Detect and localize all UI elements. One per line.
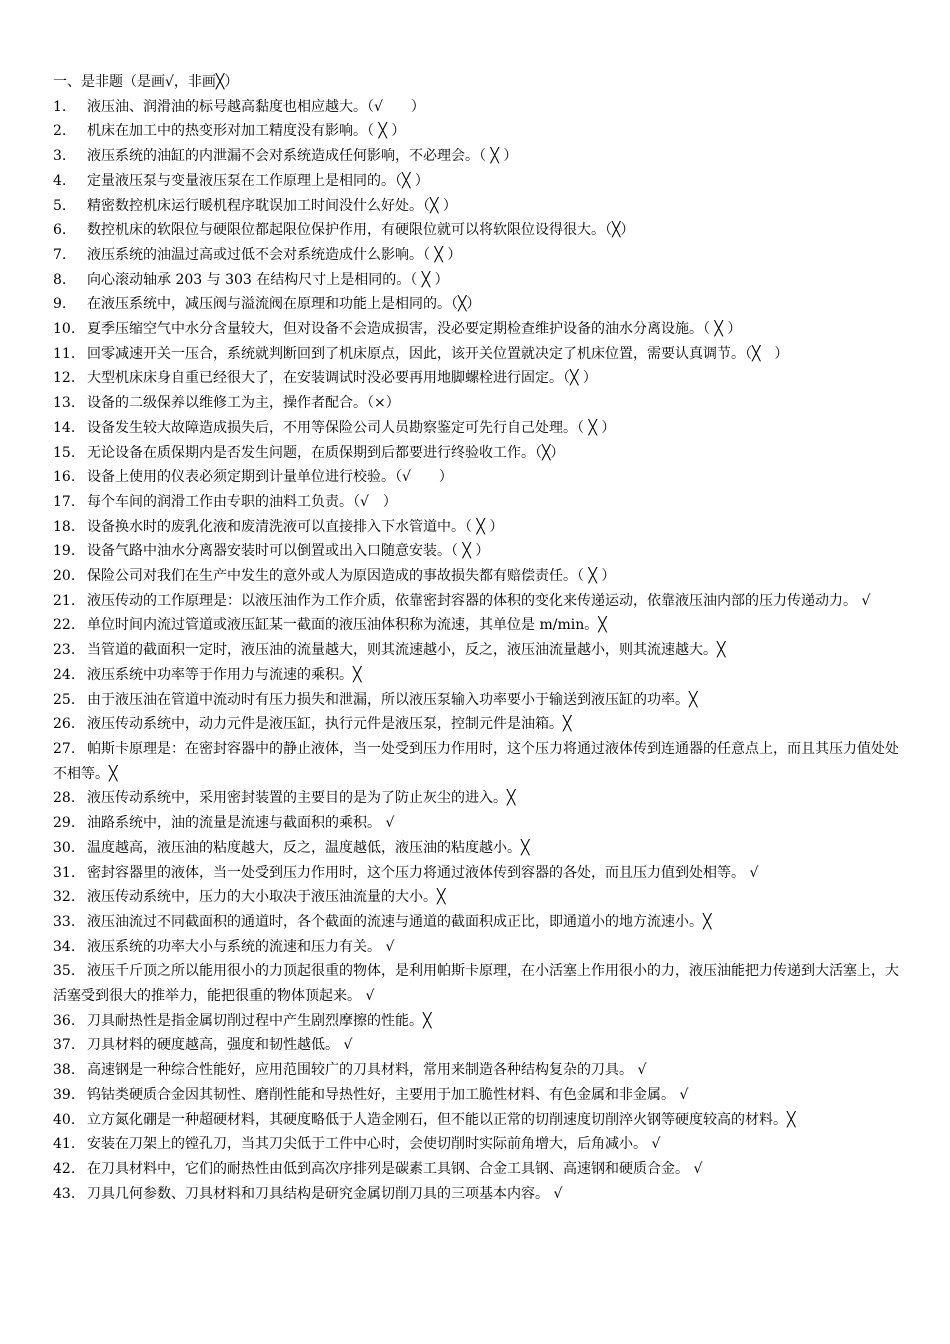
question-text: 液压油流过不同截面积的通道时，各个截面的流速与通道的截面积成正比，即通道小的地方流速小。╳ <box>87 913 712 930</box>
question-item <box>53 366 899 391</box>
question-text: 夏季压缩空气中水分含量较大，但对设备不会造成损害，没必要定期检查维护设备的油水分离设施。（ ╳ ） <box>87 321 742 338</box>
question-text: 定量液压泵与变量液压泵在工作原理上是相同的。（╳ ） <box>87 172 429 189</box>
question-number: 29. <box>53 815 76 832</box>
question-text: 单位时间内流过管道或液压缸某一截面的液压油体积称为流速，其单位是 m/min。╳ <box>87 617 607 634</box>
question-text: 刀具材料的硬度越高，强度和韧性越低。 √ <box>87 1037 353 1054</box>
question-list <box>53 70 899 1206</box>
question-text: 每个车间的润滑工作由专职的油料工负责。（√ ） <box>87 493 397 510</box>
question-number: 3. <box>53 148 67 165</box>
question-text: 液压千斤顶之所以能用很小的力顶起很重的物体，是利用帕斯卡原理，在小活塞上作用很小的力，液压油能把力传递到大活塞上，大活塞受到很大的推举力，能把很重的物体顶起来。 √ <box>53 963 899 1005</box>
question-text: 大型机床床身自重已经很大了，在安装调试时没必要再用地脚螺栓进行固定。（╳ ） <box>87 370 597 387</box>
question-number: 43. <box>53 1185 76 1202</box>
question-item <box>53 243 899 268</box>
question-item <box>53 194 899 219</box>
question-text: 由于液压油在管道中流动时有压力损失和泄漏，所以液压泵输入功率要小于输送到液压缸的功率。╳ <box>87 691 698 708</box>
question-number: 20. <box>53 568 76 585</box>
question-number: 1. <box>53 98 67 115</box>
question-text: 温度越高，液压油的粘度越大，反之，温度越低，液压油的粘度越小。╳ <box>87 839 530 856</box>
question-text: 向心滚动轴承 203 与 303 在结构尺寸上是相同的。（ ╳ ） <box>87 271 449 288</box>
question-number: 21. <box>53 592 76 609</box>
question-item <box>53 539 899 564</box>
question-item <box>53 95 899 120</box>
question-item <box>53 786 899 811</box>
question-number: 41. <box>53 1136 76 1153</box>
question-item <box>53 1009 899 1034</box>
question-item <box>53 613 899 638</box>
question-number: 16. <box>53 469 76 486</box>
question-text: 高速钢是一种综合性能好，应用范围较广的刀具材料，常用来制造各种结构复杂的刀具。 √ <box>87 1062 647 1079</box>
question-text: 设备气路中油水分离器安装时可以倒置或出入口随意安装。（ ╳ ） <box>87 543 490 560</box>
question-item <box>53 416 899 441</box>
question-item <box>53 342 899 367</box>
question-text: 设备发生较大故障造成损失后，不用等保险公司人员勘察鉴定可先行自己处理。（ ╳ ） <box>87 419 616 436</box>
question-number: 19. <box>53 543 76 560</box>
question-item <box>53 589 899 614</box>
question-text: 密封容器里的液体，当一处受到压力作用时，这个压力将通过液体传到容器的各处，而且压力值到处相等。 √ <box>87 864 759 881</box>
question-item <box>53 712 899 737</box>
question-item <box>53 218 899 243</box>
question-item <box>53 564 899 589</box>
question-number: 37. <box>53 1037 76 1054</box>
question-number: 15. <box>53 444 76 461</box>
question-item <box>53 836 899 861</box>
question-text: 液压系统的油温过高或过低不会对系统造成什么影响。（ ╳ ） <box>87 246 462 263</box>
question-number: 4. <box>53 172 67 189</box>
question-number: 18. <box>53 518 76 535</box>
question-item <box>53 1083 899 1108</box>
question-text: 钨钴类硬质合金因其韧性、磨削性能和导热性好，主要用于加工脆性材料、有色金属和非金属。 √ <box>87 1086 689 1103</box>
question-number: 10. <box>53 321 76 338</box>
question-item <box>53 1182 899 1207</box>
question-text: 在刀具材料中，它们的耐热性由低到高次序排列是碳素工具钢、合金工具钢、高速钢和硬质合金。 √ <box>87 1160 703 1177</box>
question-number: 35. <box>53 963 76 980</box>
question-item <box>53 1157 899 1182</box>
question-text: 无论设备在质保期内是否发生问题，在质保期到后都要进行终验收工作。（╳） <box>87 444 565 461</box>
question-text: 设备上使用的仪表必须定期到计量单位进行校验。（√ ） <box>87 469 453 486</box>
question-text: 液压系统的功率大小与系统的流速和压力有关。 √ <box>87 938 395 955</box>
question-text: 油路系统中，油的流量是流速与截面积的乘积。 √ <box>87 815 395 832</box>
question-item <box>53 490 899 515</box>
question-item <box>53 268 899 293</box>
question-item <box>53 811 899 836</box>
question-number: 38. <box>53 1062 76 1079</box>
question-text: 液压系统的油缸的内泄漏不会对系统造成任何影响，不必理会。（ ╳ ） <box>87 148 518 165</box>
question-item <box>53 317 899 342</box>
question-item <box>53 515 899 540</box>
question-text: 立方氮化硼是一种超硬材料，其硬度略低于人造金刚石，但不能以正常的切削速度切削淬火钢等硬度较高的材料。╳ <box>87 1111 796 1128</box>
question-number: 2. <box>53 123 67 140</box>
question-text: 在液压系统中，减压阀与溢流阀在原理和功能上是相同的。（╳） <box>87 296 481 313</box>
question-number: 14. <box>53 419 76 436</box>
question-text: 当管道的截面积一定时，液压油的流量越大，则其流速越小，反之，液压油流量越小，则其流速越大。╳ <box>87 642 726 659</box>
question-item <box>53 1033 899 1058</box>
question-text: 液压传动的工作原理是：以液压油作为工作介质，依靠密封容器的体积的变化来传递运动，依靠液压油内部的压力传递动力。 √ <box>87 592 871 609</box>
question-number: 30. <box>53 839 76 856</box>
question-number: 25. <box>53 691 76 708</box>
question-item <box>53 1058 899 1083</box>
question-number: 6. <box>53 222 67 239</box>
question-text: 液压系统中功率等于作用力与流速的乘积。╳ <box>87 666 362 683</box>
question-number: 17. <box>53 493 76 510</box>
question-item <box>53 441 899 466</box>
question-item <box>53 638 899 663</box>
question-number: 42. <box>53 1160 76 1177</box>
question-number: 26. <box>53 716 76 733</box>
question-text: 安装在刀架上的镗孔刀，当其刀尖低于工件中心时，会使切削时实际前角增大，后角减小。 √ <box>87 1136 661 1153</box>
question-item <box>53 292 899 317</box>
question-item <box>53 959 899 1008</box>
question-number: 31. <box>53 864 76 881</box>
question-item <box>53 688 899 713</box>
question-number: 24. <box>53 666 76 683</box>
question-text: 精密数控机床运行暖机程序耽误加工时间没什么好处。（╳ ） <box>87 197 457 214</box>
question-item <box>53 910 899 935</box>
question-number: 22. <box>53 617 76 634</box>
question-item <box>53 663 899 688</box>
question-item <box>53 119 899 144</box>
question-number: 39. <box>53 1086 76 1103</box>
question-text: 数控机床的软限位与硬限位都起限位保护作用，有硬限位就可以将软限位设得很大。（╳） <box>87 222 635 239</box>
question-item <box>53 935 899 960</box>
question-number: 34. <box>53 938 76 955</box>
question-number: 11. <box>53 345 76 362</box>
question-text: 刀具耐热性是指金属切削过程中产生剧烈摩擦的性能。╳ <box>87 1012 432 1029</box>
question-text: 帕斯卡原理是：在密封容器中的静止液体，当一处受到压力作用时，这个压力将通过液体传到连通器的任意点上，而且其压力值处处不相等。╳ <box>53 740 899 782</box>
question-number: 23. <box>53 642 76 659</box>
question-text: 液压油、润滑油的标号越高黏度也相应越大。（√ ） <box>87 98 425 115</box>
question-number: 5. <box>53 197 67 214</box>
question-text: 设备换水时的废乳化液和废清洗液可以直接排入下水管道中。（ ╳ ） <box>87 518 504 535</box>
question-item <box>53 737 899 786</box>
question-number: 27. <box>53 740 76 757</box>
question-number: 7. <box>53 246 67 263</box>
question-item <box>53 861 899 886</box>
question-number: 9. <box>53 296 67 313</box>
question-item <box>53 1108 899 1133</box>
question-item <box>53 1132 899 1157</box>
question-number: 12. <box>53 370 76 387</box>
question-item <box>53 391 899 416</box>
question-number: 40. <box>53 1111 76 1128</box>
question-text: 液压传动系统中，压力的大小取决于液压油流量的大小。╳ <box>87 889 446 906</box>
question-text: 液压传动系统中，采用密封装置的主要目的是为了防止灰尘的进入。╳ <box>87 790 516 807</box>
question-item <box>53 169 899 194</box>
question-number: 28. <box>53 790 76 807</box>
section-heading: 一、是非题（是画√，非画╳） <box>53 74 239 90</box>
question-text: 回零减速开关一压合，系统就判断回到了机床原点，因此，该开关位置就决定了机床位置，需要认真调节。（╳ ） <box>87 345 789 362</box>
question-text: 刀具几何参数、刀具材料和刀具结构是研究金属切削刀具的三项基本内容。 √ <box>87 1185 563 1202</box>
question-number: 13. <box>53 395 76 412</box>
question-text: 保险公司对我们在生产中发生的意外或人为原因造成的事故损失都有赔偿责任。（ ╳ ） <box>87 568 616 585</box>
question-number: 32. <box>53 889 76 906</box>
question-item <box>53 144 899 169</box>
question-text: 机床在加工中的热变形对加工精度没有影响。（ ╳ ） <box>87 123 406 140</box>
question-number: 36. <box>53 1012 76 1029</box>
items-container <box>53 95 899 1207</box>
question-number: 33. <box>53 913 76 930</box>
question-item <box>53 885 899 910</box>
question-text: 设备的二级保养以维修工为主，操作者配合。（×） <box>87 395 400 412</box>
question-number: 8. <box>53 271 67 288</box>
question-text: 液压传动系统中，动力元件是液压缸，执行元件是液压泵，控制元件是油箱。╳ <box>87 716 572 733</box>
question-item <box>53 465 899 490</box>
